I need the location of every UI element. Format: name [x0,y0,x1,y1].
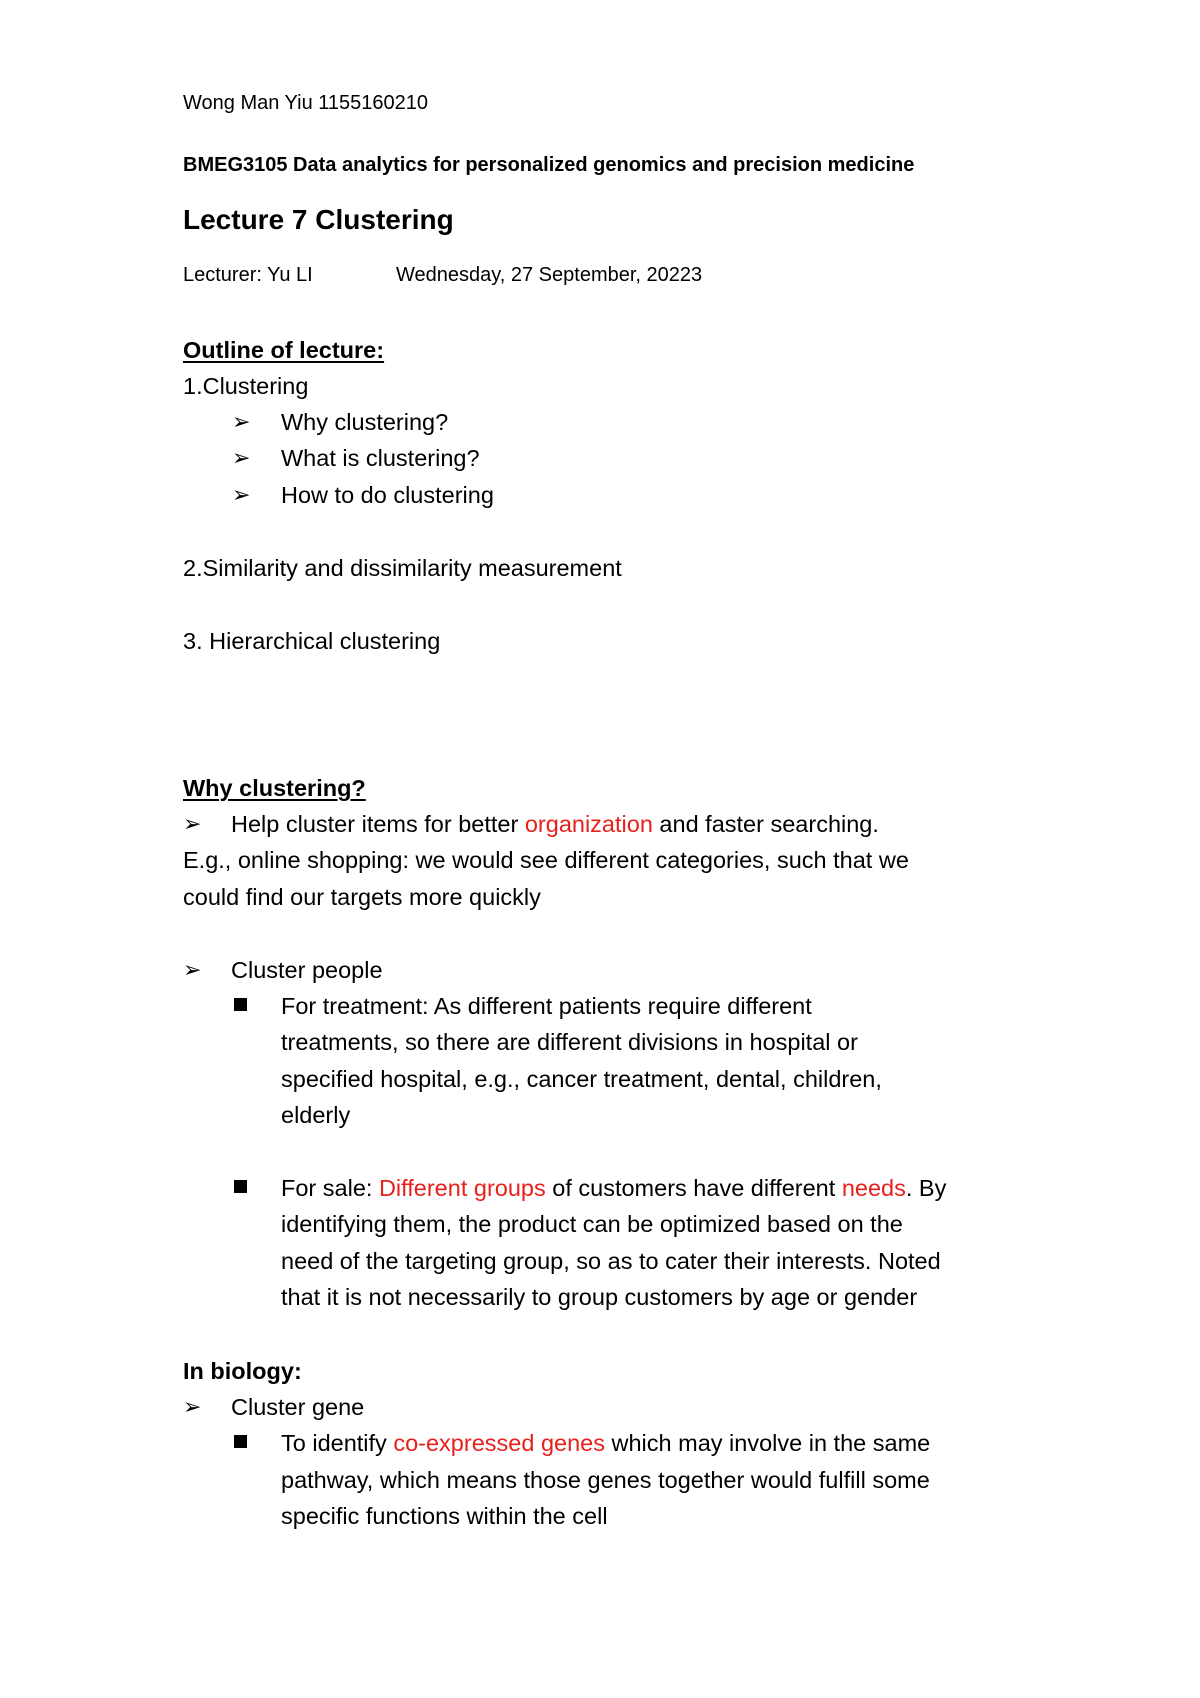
arrow-bullet-icon: ➢ [183,957,202,982]
gene-text-end: which may involve in the same [604,1430,931,1456]
why-bullet-1-highlight: organization [524,811,653,837]
square-bullet-icon [234,1435,247,1448]
arrow-bullet-icon: ➢ [183,1394,202,1419]
sale-text-end: . By [905,1175,947,1201]
outline-sub-2: What is clustering? [281,445,480,471]
outline-sub-3: How to do clustering [281,482,494,508]
sale-text: For sale: [281,1175,379,1201]
square-bullet-icon [234,998,247,1011]
course-line: BMEG3105 Data analytics for personalized genomics and precision medicine [183,154,915,176]
biology-heading: In biology: [183,1358,302,1384]
arrow-bullet-icon: ➢ [183,811,202,836]
outline-item-1: 1.Clustering [183,373,309,399]
date-line: Wednesday, 27 September, 20223 [396,264,703,286]
sale-line-1 [281,1177,946,1201]
why-bullet-1-text-end: and faster searching. [652,811,879,837]
gene-line-3: specific functions within the cell [281,1503,608,1529]
outline-heading: Outline of lecture: [183,337,385,363]
example-line-1: E.g., online shopping: we would see different categories, such that we [183,847,909,873]
treatment-line-4: elderly [281,1102,351,1128]
sale-line-2: identifying them, the product can be optimized based on the [281,1211,903,1237]
arrow-bullet-icon: ➢ [232,409,251,434]
biology-bullet-1: Cluster gene [231,1394,365,1420]
author-line: Wong Man Yiu 1155160210 [183,92,429,114]
arrow-bullet-icon: ➢ [232,482,251,507]
why-bullet-1 [231,813,879,837]
treatment-line-3: specified hospital, e.g., cancer treatment, dental, children, [281,1066,882,1092]
outline-item-3: 3. Hierarchical clustering [183,628,441,654]
lecturer-line: Lecturer: Yu LI [183,264,313,286]
sale-highlight-groups: Different groups [378,1175,546,1201]
why-bullet-2: Cluster people [231,957,383,983]
outline-sub-1: Why clustering? [281,409,449,435]
gene-line-2: pathway, which means those genes together would fulfill some [281,1467,930,1493]
treatment-line-2: treatments, so there are different divisions in hospital or [281,1029,858,1055]
square-bullet-icon [234,1180,247,1193]
arrow-bullet-icon: ➢ [232,445,251,470]
treatment-line-1: For treatment: As different patients require different [281,993,812,1019]
outline-item-2: 2.Similarity and dissimilarity measurement [183,555,622,581]
sale-highlight-needs: needs [841,1175,906,1201]
example-line-2: could find our targets more quickly [183,884,541,910]
sale-text-mid: of customers have different [545,1175,842,1201]
gene-highlight: co-expressed genes [393,1430,605,1456]
sale-line-4: that it is not necessarily to group customers by age or gender [281,1284,918,1310]
lecture-title: Lecture 7 Clustering [183,204,454,235]
gene-line-1 [281,1432,930,1456]
gene-text: To identify [281,1430,394,1456]
why-heading: Why clustering? [183,775,366,801]
sale-line-3: need of the targeting group, so as to cater their interests. Noted [281,1248,941,1274]
why-bullet-1-text: Help cluster items for better [231,811,525,837]
